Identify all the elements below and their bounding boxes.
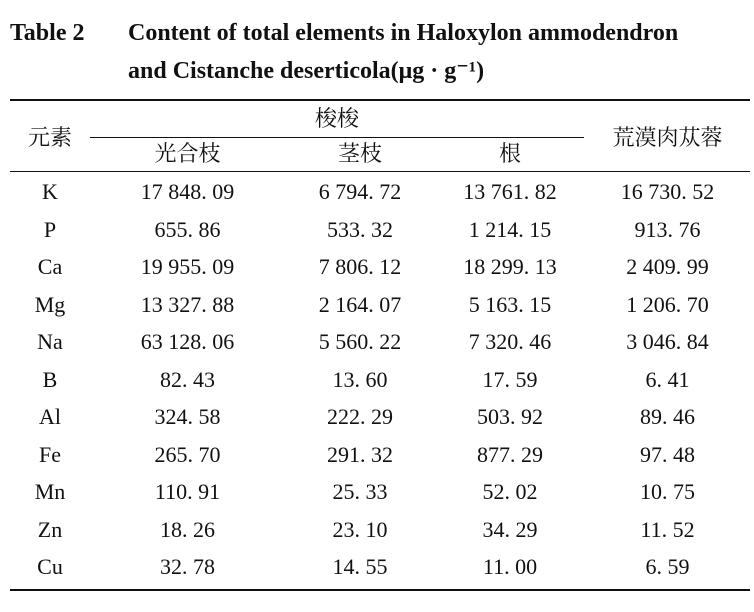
- row-value: 63 128. 06: [140, 329, 235, 354]
- row-value: 3 046. 84: [626, 329, 709, 354]
- row-element: Fe: [39, 442, 61, 467]
- top-rule: [10, 99, 750, 101]
- row-element: P: [43, 217, 57, 242]
- row-value: 913. 76: [634, 217, 701, 242]
- row-value: 19 955. 09: [140, 254, 235, 279]
- caption-title: Content of total elements in Haloxylon ammodendron: [128, 20, 679, 46]
- row-value: 877. 29: [477, 442, 543, 467]
- row-value: 89. 46: [640, 404, 695, 429]
- bottom-rule: [10, 589, 750, 591]
- header-sub-2: 茎枝: [337, 142, 382, 167]
- row-element: Mn: [34, 479, 66, 504]
- row-value: 18 299. 13: [463, 254, 557, 279]
- row-element: Mg: [34, 292, 66, 317]
- row-value: 324. 58: [154, 404, 221, 429]
- row-value: 13. 60: [332, 367, 388, 392]
- row-value: 13 327. 88: [140, 292, 235, 317]
- row-value: 2 164. 07: [318, 292, 402, 317]
- row-value: 533. 32: [327, 217, 393, 242]
- row-value: 23. 10: [332, 517, 388, 542]
- row-value: 1 214. 15: [468, 217, 552, 242]
- row-value: 110. 91: [154, 479, 221, 504]
- row-element: B: [42, 367, 58, 392]
- caption-line-2: and Cistanche deserticola(μg · g⁻¹): [128, 58, 485, 84]
- row-value: 2 409. 99: [626, 254, 709, 279]
- caption-label: Table 2: [10, 20, 85, 46]
- row-value: 265. 70: [154, 442, 221, 467]
- row-value: 14. 55: [332, 554, 388, 579]
- row-value: 655. 86: [154, 217, 221, 242]
- header-last: 荒漠肉苁蓉: [612, 126, 723, 151]
- row-value: 291. 32: [327, 442, 393, 467]
- caption-line-1: [10, 14, 750, 52]
- row-value: 13 761. 82: [463, 179, 557, 204]
- row-value: 25. 33: [332, 479, 388, 504]
- row-element: Zn: [37, 517, 63, 542]
- row-value: 6. 59: [645, 554, 690, 579]
- row-value: 52. 02: [482, 479, 538, 504]
- row-value: 5 163. 15: [468, 292, 552, 317]
- row-value: 7 806. 12: [318, 254, 402, 279]
- row-value: 17. 59: [482, 367, 538, 392]
- row-value: 10. 75: [640, 479, 695, 504]
- row-element: Ca: [37, 254, 63, 279]
- row-value: 6 794. 72: [318, 179, 402, 204]
- header-sub-1: 光合枝: [154, 142, 221, 167]
- row-element: Cu: [37, 554, 63, 579]
- header-group: 梭梭: [314, 107, 359, 132]
- row-value: 11. 00: [482, 554, 538, 579]
- row-value: 1 206. 70: [626, 292, 709, 317]
- row-value: 18. 26: [160, 517, 215, 542]
- row-value: 503. 92: [477, 404, 543, 429]
- row-value: 11. 52: [640, 517, 695, 542]
- row-value: 97. 48: [640, 442, 695, 467]
- group-rule: [90, 137, 584, 138]
- row-value: 16 730. 52: [620, 179, 715, 204]
- row-value: 222. 29: [327, 404, 393, 429]
- row-value: 17 848. 09: [140, 179, 235, 204]
- table-caption: [10, 14, 750, 90]
- row-value: 5 560. 22: [318, 329, 402, 354]
- row-element: K: [42, 179, 58, 204]
- row-element: Al: [39, 404, 61, 429]
- header-sub-3: 根: [498, 142, 521, 167]
- header-rule: [10, 171, 750, 172]
- row-element: Na: [37, 329, 63, 354]
- row-value: 6. 41: [645, 367, 690, 392]
- row-value: 34. 29: [482, 517, 538, 542]
- row-value: 7 320. 46: [468, 329, 552, 354]
- row-value: 32. 78: [160, 554, 215, 579]
- header-element: 元素: [27, 126, 72, 151]
- row-value: 82. 43: [160, 367, 215, 392]
